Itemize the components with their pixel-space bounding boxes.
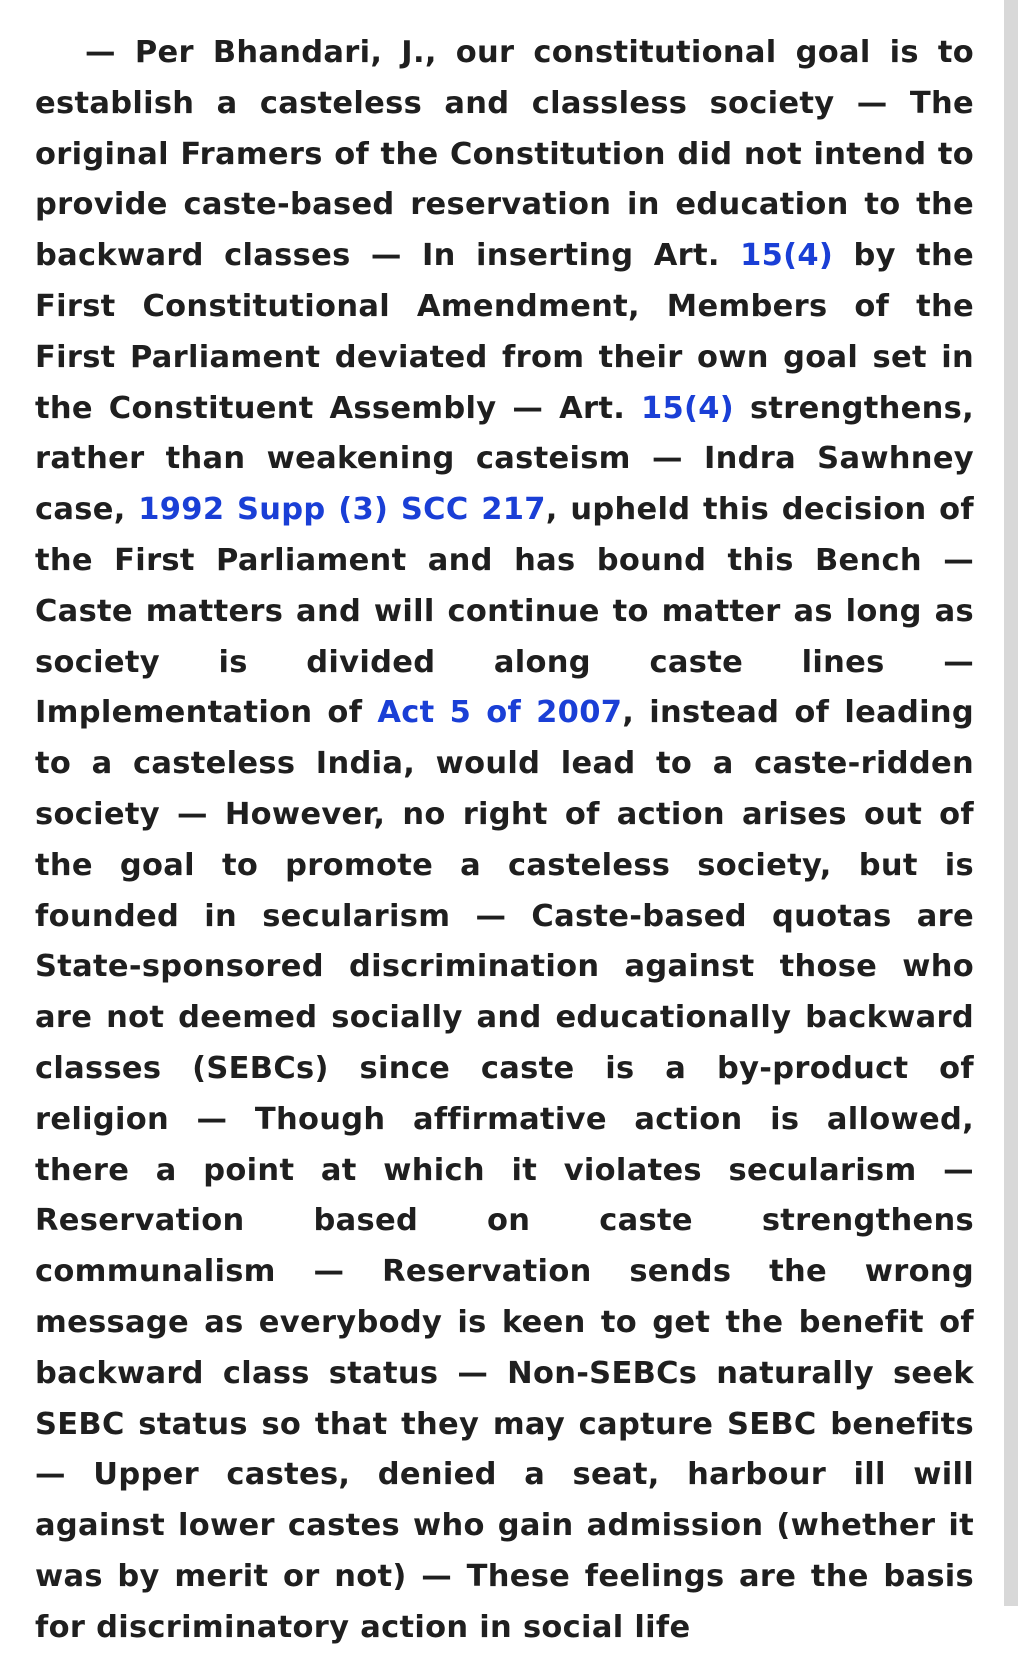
headnote-paragraph <box>35 28 974 1654</box>
headnote-text-run: , upheld this decision of the First Parliament and has bound this Bench — Caste matters and will continue to matter as long as society is divided along caste lines — Implementation of <box>35 492 974 731</box>
headnote-text-run: — Per Bhandari, J., our constitutional goal is to establish a casteless and classless society — The original Framers of the Constitution did not intend to provide caste-based reservation in education to the backward classes — In inserting Art. <box>35 35 974 274</box>
headnote-text-run: by the First Constitutional Amendment, Members of the First Parliament deviated from their own goal set in the Constituent Assembly — Art. <box>35 238 974 426</box>
link-art-15-4-second[interactable]: 15(4) <box>641 390 735 426</box>
headnote-text-run: , instead of leading to a casteless India, would lead to a caste-ridden society — However, no right of action arises out of the goal to promote a casteless society, but is founded in secularism — Caste-based quotas are State-sponsored discrimination against those who are not deemed socially and educationally backward classes (SEBCs) since caste is a by-product of religion — Though affirmative action is allowed, there a point at which it violates secularism — Reservation based on caste strengthens communalism — Reservation sends the wrong message as everybody is keen to get the benefit of backward class status — Non-SEBCs naturally seek SEBC status so that they may capture SEBC benefits — Upper castes, denied a seat, harbour ill will against lower castes who gain admission (whether it was by merit or not) — These feelings are the basis for discriminatory action in social life <box>35 695 974 1645</box>
link-act-5-of-2007[interactable]: Act 5 of 2007 <box>377 695 623 731</box>
headnote-text-run: strengthens, rather than weakening casteism — Indra Sawhney case, <box>35 390 974 528</box>
link-1992-supp-3-scc-217[interactable]: 1992 Supp (3) SCC 217 <box>138 492 546 528</box>
scrollbar-track[interactable] <box>1004 0 1018 1606</box>
link-art-15-4-first[interactable]: 15(4) <box>740 238 834 274</box>
